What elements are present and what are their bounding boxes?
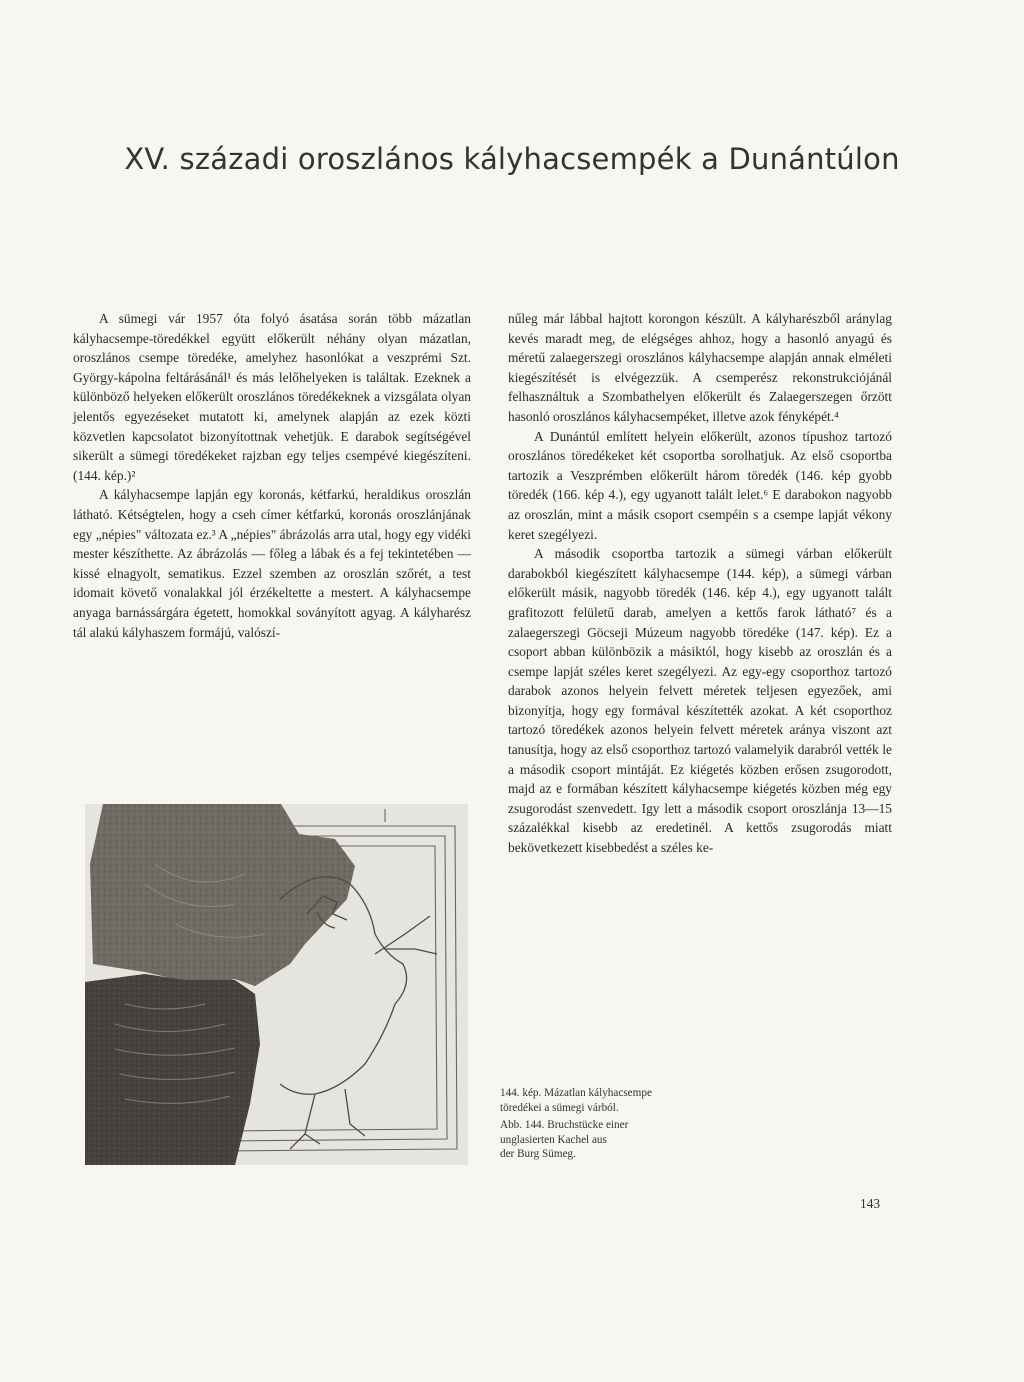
figure-caption <box>500 1086 740 1162</box>
caption-de-line: der Burg Sümeg. <box>500 1148 576 1160</box>
page-number: 143 <box>860 1196 881 1211</box>
page-title: XV. századi oroszlános kályhacsempék a Dunántúlon <box>124 142 900 176</box>
right-column <box>508 309 892 858</box>
paragraph: A Dunántúl említett helyein előkerült, azonos típushoz tartozó oroszlános töredékeket két csoportba sorolhatjuk. Az első csoportba tartozik a Veszprémben előkerült három töredék (146. kép gyobb töredék (166. kép 4.), egy ugyanott talált lelet.⁶ E darabokon nagyobb az oroszlán, mint a másik csoport csempéin s a csempe lapját vékony keret szegélyezi. <box>508 428 892 542</box>
stove-tile-photo <box>85 804 468 1165</box>
paragraph: A második csoportba tartozik a sümegi várban előkerült darabokból kiegészített kályhacsempe (144. kép), a sümegi várban előkerült másik, nagyobb töredék (146. kép 4.), egy ugyanott talált grafitozott felületű darab, amelyen a kettős farok látható⁷ és a zalaegerszegi Göcseji Múzeum nagyobb töredéke (147. kép). Ez a csoport abban különbözik a másiktól, hogy kisebb az oroszlán és a csempe lapját széles keret szegélyezi. Az egy-egy csoporthoz tartozó darabok azonos helyein felvett méretek teljesen egyezőek, ami bizonyítja, hogy egy formával készítették azokat. A két csoporthoz tartozó töredékek azonos helyein felvett méretek aránya viszont azt tanusítja, hogy az első csoporthoz tartozó valamelyik darabról vették le a második csoport mintáját. Ez kiégetés közben erősen zsugorodott, majd az e formában készített kályhacsempe kiégetés közben még egy zsugorodást szenvedett. Igy lett a második csoport oroszlánja 13—15 százalékkal kisebb az eredetinél. A kettős zsugorodás miatt bekövetkezett kisebbedést a széles ke- <box>508 546 892 856</box>
left-column <box>73 309 471 642</box>
caption-hu-line: töredékei a sümegi várból. <box>500 1101 619 1114</box>
paragraph: A sümegi vár 1957 óta folyó ásatása során több mázatlan kályhacsempe-töredékkel együtt előkerült néhány olyan mázatlan, oroszlános csempe töredéke, amelyhez hasonlókat a veszprémi Szt. György-kápolna feltárásánál¹ és más lelőhelyeken is találtak. Ezeknek a különböző helyeken előkerült oroszlános töredékeknek a vizsgálata olyan jelentős egyezéseket mutatott ki, amelynek alapján az ezek közti közvetlen kapcsolatot bizonyítottnak vehetjük. E darabok segítségével sikerült a sümegi töredékeket rajzban egy teljes csempévé kiegészíteni. (144. kép.)² <box>73 311 471 483</box>
lion-tile-image <box>85 804 468 1165</box>
caption-de-line: unglasierten Kachel aus <box>500 1133 607 1146</box>
caption-de-line: Abb. 144. Bruchstücke einer <box>500 1119 629 1131</box>
caption-hu-line: 144. kép. Mázatlan kályhacsempe <box>500 1087 652 1099</box>
paragraph: nűleg már lábbal hajtott korongon készült. A kályharészből aránylag kevés maradt meg, de elégséges ahhoz, hogy a hasonló anyagú és méretű zalaegerszegi oroszlános kályhacsempe alapján annak elméleti kiegészítését is elvégezzük. A csemperész rekonstrukciójánál felhasználtuk a Szombathelyen előkerült és Zalaegerszegen őrzött hasonló oroszlános kályhacsempéket, illetve azok fényképét.⁴ <box>508 311 892 424</box>
paragraph: A kályhacsempe lapján egy koronás, kétfarkú, heraldikus oroszlán látható. Kétségtelen, hogy a cseh címer kétfarkú, koronás oroszlánjának egy „népies" változata ez.³ A „népies" ábrázolás arra utal, hogy egy vidéki mester készíthette. Az ábrázolás — főleg a lábak és a fej tekintetében — kissé elnagyolt, sematikus. Ezzel szemben az oroszlán szőrét, a test idomait követő vonalakkal jól érzékeltette a mestert. A kályhacsempe anyaga barnássárgára égetett, homokkal soványított agyag. A kályharész tál alakú kályhaszem formájú, valószí- <box>73 487 471 640</box>
